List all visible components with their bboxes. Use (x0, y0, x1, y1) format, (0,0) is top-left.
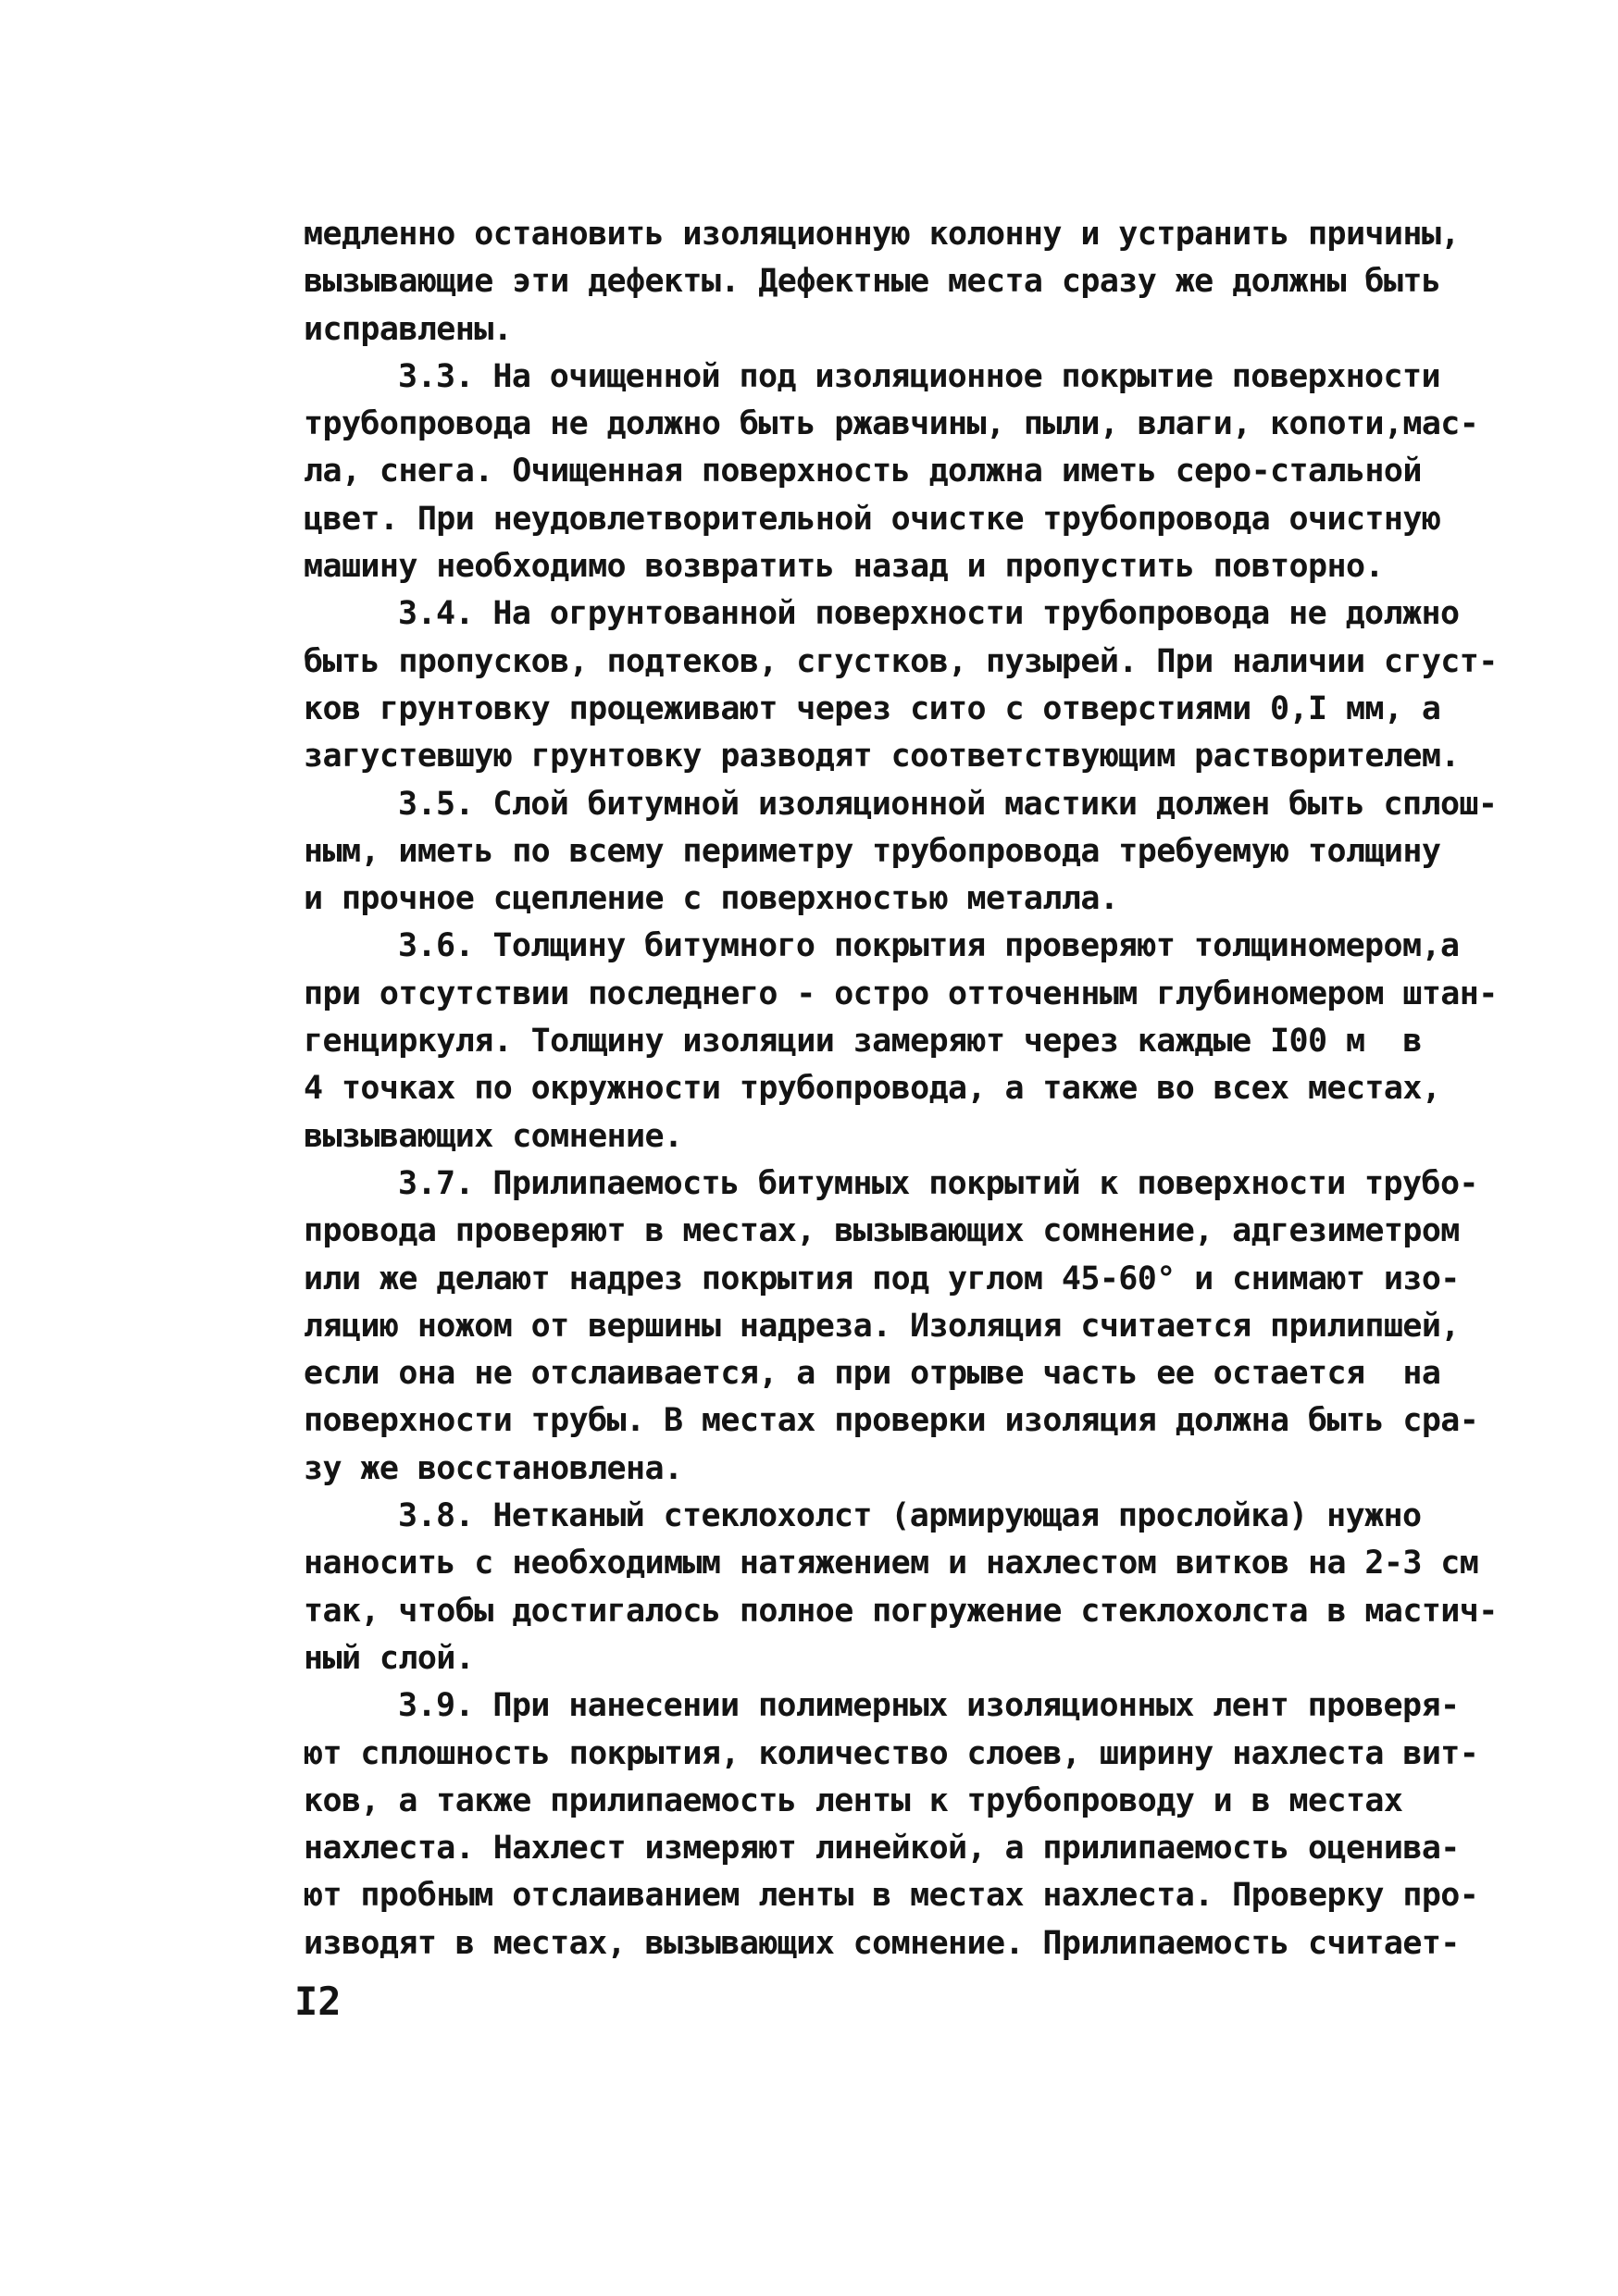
text-line: если она не отслаивается, а при отрыве часть ее остается на (304, 1355, 1441, 1393)
text-line: 4 точках по окружности трубопровода, а также во всех местах, (304, 1070, 1441, 1108)
text-line: медленно остановить изоляционную колонну и устранить причины, (304, 216, 1460, 253)
text-line: так, чтобы достигалось полное погружение стеклохолста в мастич- (304, 1592, 1498, 1630)
text-line: ют пробным отслаиванием ленты в местах нахлеста. Проверку про- (304, 1877, 1479, 1915)
page-number: I2 (294, 1979, 342, 2024)
text-line: провода проверяют в местах, вызывающих сомнение, адгезиметром (304, 1212, 1460, 1250)
text-line: ют сплошность покрытия, количество слоев, ширину нахлеста вит- (304, 1734, 1479, 1772)
text-line: генциркуля. Толщину изоляции замеряют через каждые I00 м в (304, 1023, 1422, 1061)
text-line: зу же восстановлена. (304, 1449, 683, 1487)
text-line: трубопровода не должно быть ржавчины, пыли, влаги, копоти,мас- (304, 405, 1479, 443)
text-line: быть пропусков, подтеков, сгустков, пузырей. При наличии сгуст- (304, 642, 1498, 680)
text-line: 3.4. На огрунтованной поверхности трубопровода не должно (398, 595, 1460, 633)
text-line: загустевшую грунтовку разводят соответствующим растворителем. (304, 738, 1460, 776)
text-line: цвет. При неудовлетворительной очистке трубопровода очистную (304, 500, 1441, 538)
text-line: при отсутствии последнего - остро отточенным глубиномером штан- (304, 974, 1498, 1012)
text-line: и прочное сцепление с поверхностью металла. (304, 880, 1119, 918)
text-line: нахлеста. Нахлест измеряют линейкой, а прилипаемость оценива- (304, 1830, 1460, 1868)
text-line: ков, а также прилипаемость ленты к трубопроводу и в местах (304, 1781, 1403, 1819)
text-line: ляцию ножом от вершины надреза. Изоляция считается прилипшей, (304, 1307, 1460, 1345)
text-line: 3.8. Нетканый стеклохолст (армирующая прослойка) нужно (398, 1497, 1422, 1535)
text-line: вызывающие эти дефекты. Дефектные места сразу же должны быть (304, 263, 1441, 301)
text-line: 3.5. Слой битумной изоляционной мастики должен быть сплош- (398, 785, 1498, 823)
text-line: 3.3. На очищенной под изоляционное покрытие поверхности (398, 357, 1440, 395)
text-line: наносить с необходимым натяжением и нахлестом витков на 2-3 см (304, 1545, 1479, 1582)
text-line: ным, иметь по всему периметру трубопровода требуемую толщину (304, 832, 1441, 870)
text-line: вызывающих сомнение. (304, 1117, 683, 1155)
text-line: 3.7. Прилипаемость битумных покрытий к поверхности трубо- (398, 1164, 1478, 1202)
text-line: или же делают надрез покрытия под углом 45-60° и снимают изо- (304, 1260, 1460, 1297)
text-line: ков грунтовку процеживают через сито с отверстиями 0,I мм, а (304, 689, 1441, 727)
text-line: ный слой. (304, 1639, 475, 1677)
text-line: 3.6. Толщину битумного покрытия проверяют толщиномером,а (398, 927, 1460, 965)
text-line: поверхности трубы. В местах проверки изоляция должна быть сра- (304, 1402, 1479, 1440)
text-line: изводят в местах, вызывающих сомнение. Прилипаемость считает- (304, 1924, 1460, 1962)
text-line: машину необходимо возвратить назад и пропустить повторно. (304, 548, 1384, 586)
text-line: ла, снега. Очищенная поверхность должна иметь серо-стальной (304, 453, 1422, 490)
text-line: 3.9. При нанесении полимерных изоляционных лент проверя- (398, 1687, 1460, 1725)
body-text (304, 211, 1498, 1967)
text-line: исправлены. (304, 310, 513, 348)
